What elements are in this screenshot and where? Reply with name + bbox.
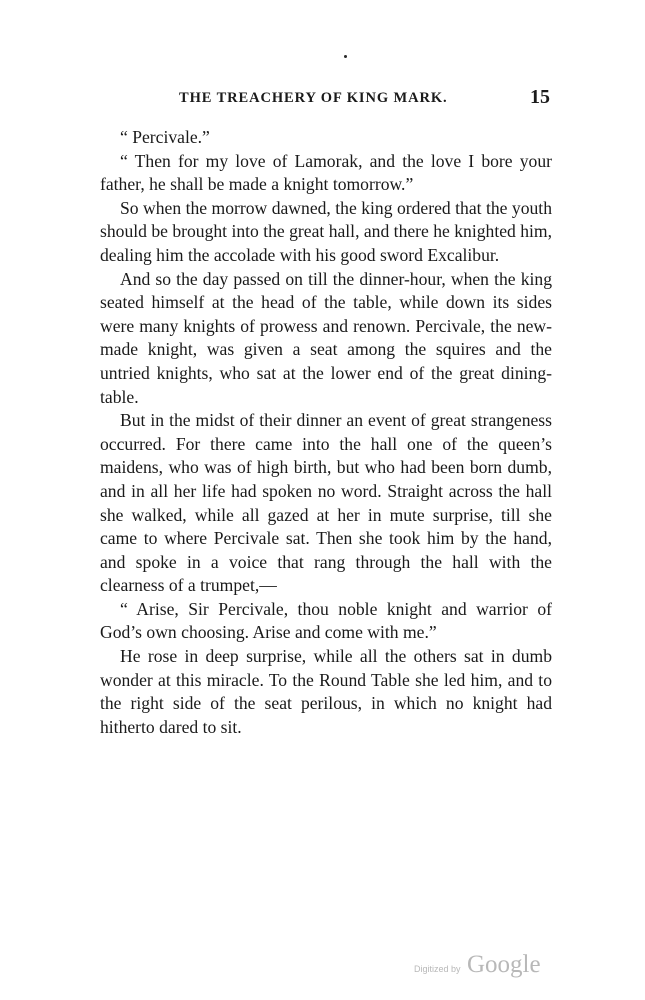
- watermark-prefix: Digitized by: [414, 964, 461, 974]
- paragraph-5: But in the midst of their dinner an event of great strangeness occurred. For there came into the hall one of the queen’s maidens, who was of high birth, but who had been born dumb, and in all her life had spoken no word. Straight across the hall she walked, while all gazed at her in mute surprise, till she came to where Percivale sat. Then she took him by the hand, and spoke in a voice that rang through the hall with the clearness of a trumpet,—: [100, 410, 552, 596]
- running-header: [100, 86, 554, 114]
- paragraph-3: So when the morrow dawned, the king ordered that the youth should be brought into the great hall, and there he knighted him, dealing him the accolade with his good sword Excalibur.: [100, 197, 552, 265]
- body-text: [100, 126, 552, 739]
- page-number: 15: [530, 86, 550, 108]
- ink-speck: [344, 55, 347, 58]
- paragraph-2: “ Then for my love of Lamorak, and the love I bore your father, he shall be made a knight tomorrow.”: [100, 150, 552, 195]
- google-watermark: [414, 951, 554, 981]
- paragraph-7: He rose in deep surprise, while all the others sat in dumb wonder at this miracle. To the Round Table she led him, and to the right side of the seat perilous, in which no knight had hitherto dared to sit.: [100, 646, 552, 737]
- paragraph-6: “ Arise, Sir Percivale, thou noble knight and warrior of God’s own choosing. Arise and come with me.”: [100, 598, 552, 643]
- paragraph-1: “ Percivale.”: [120, 127, 210, 147]
- watermark-brand: Google: [467, 951, 541, 978]
- running-title: THE TREACHERY OF KING MARK.: [179, 90, 448, 106]
- paragraph-4: And so the day passed on till the dinner-hour, when the king seated himself at the head of the table, while down its sides were many knights of prowess and renown. Percivale, the new-made knight, was given a seat among the squires and the untried knights, who sat at the lower end of the great dining-table.: [100, 268, 552, 407]
